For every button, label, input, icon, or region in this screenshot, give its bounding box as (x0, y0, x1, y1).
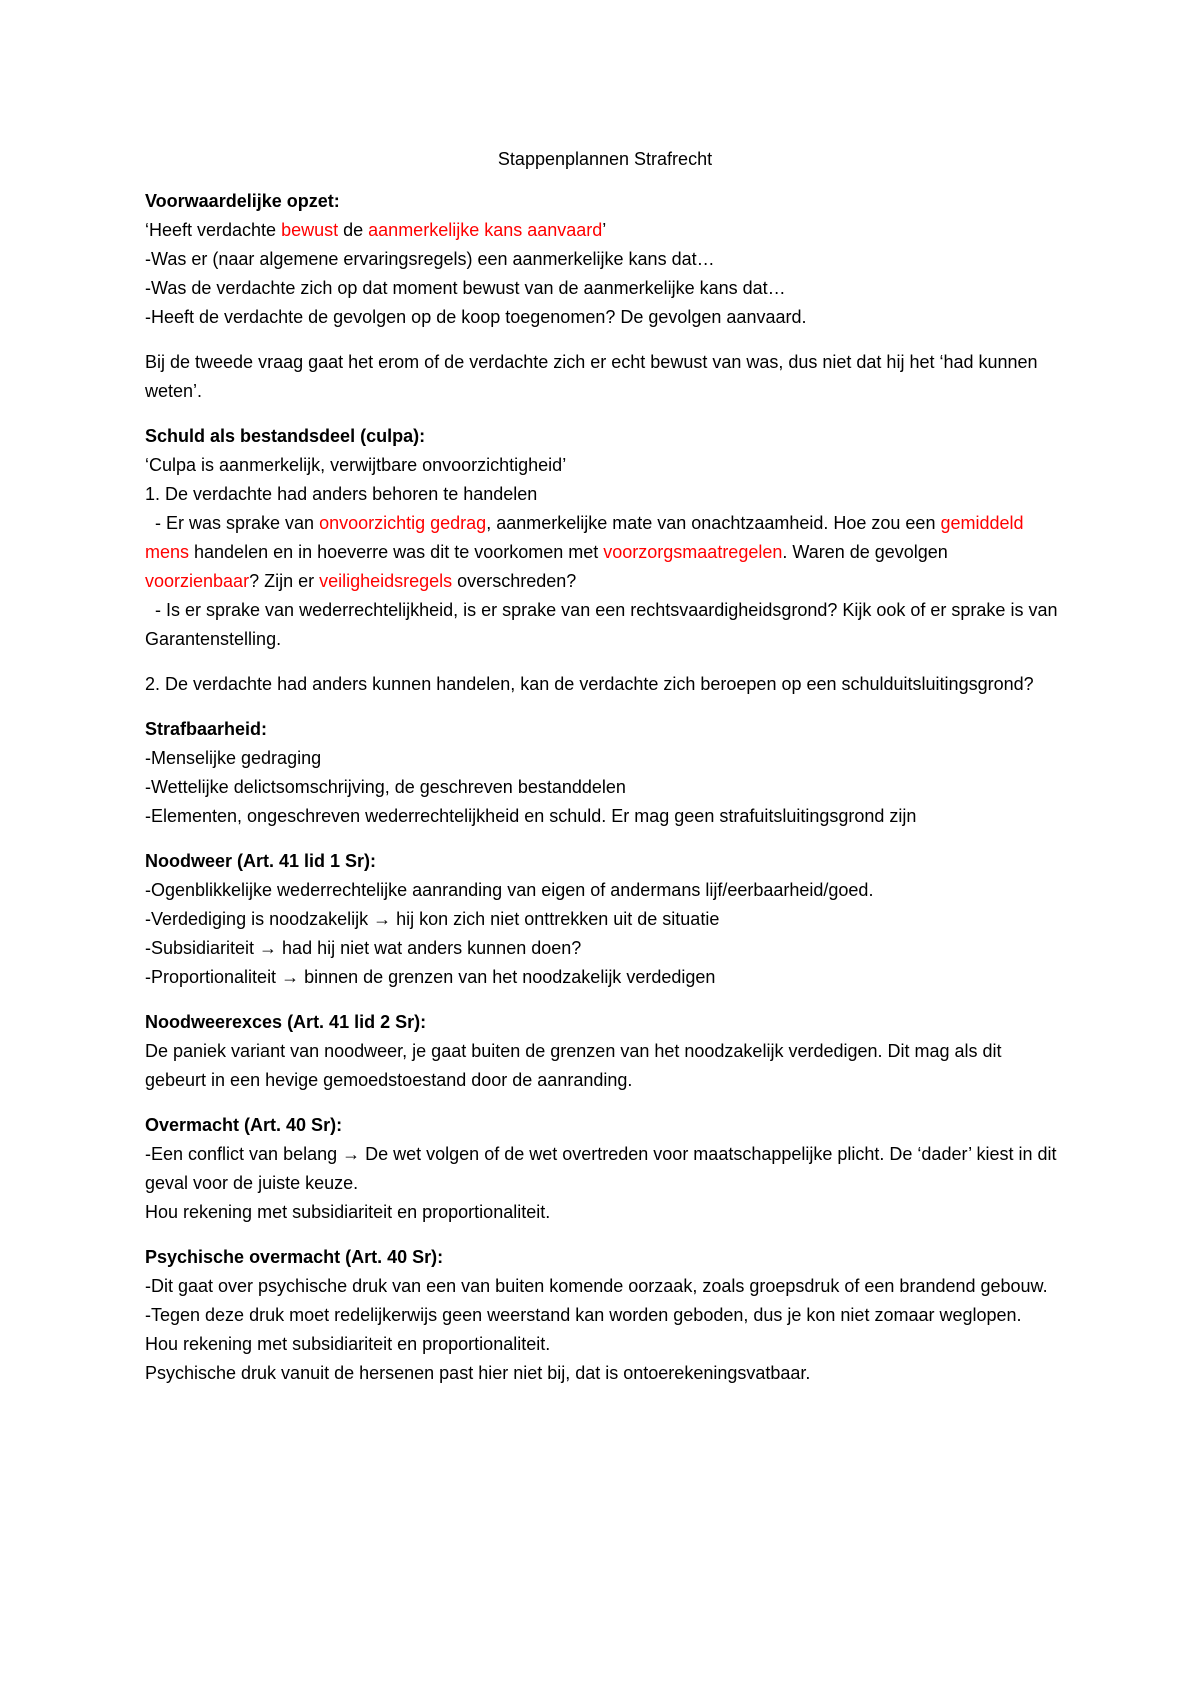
noodweerexces-text: De paniek variant van noodweer, je gaat buiten de grenzen van het noodzakelijk verdedigen. Dit mag als dit gebeurt in een hevige gemoedstoestand door de aanranding. (145, 1041, 1002, 1090)
text-run: ’ (602, 220, 607, 240)
noodweer-item-3 (145, 934, 1065, 963)
text-run: de (338, 220, 369, 240)
section-overmacht (145, 1111, 1065, 1227)
opzet-quote (145, 216, 1065, 245)
section-culpa-step-2 (145, 670, 1065, 699)
section-noodweer (145, 847, 1065, 992)
highlight-term: veiligheidsregels (319, 571, 453, 591)
highlight-term: voorzienbaar (145, 571, 250, 591)
opzet-question-3: -Heeft de verdachte de gevolgen op de koop toegenomen? De gevolgen aanvaard. (145, 307, 807, 327)
strafbaarheid-item-2: -Wettelijke delictsomschrijving, de geschreven bestanddelen (145, 777, 626, 797)
noodweer-item-4-a: -Proportionaliteit (145, 967, 282, 987)
psychische-item-1: -Dit gaat over psychische druk van een van buiten komende oorzaak, zoals groepsdruk of een brandend gebouw. (145, 1276, 1048, 1296)
highlight-term: bewust (281, 220, 339, 240)
psychische-item-3: Hou rekening met subsidiariteit en proportionaliteit. (145, 1334, 551, 1354)
culpa-step-1: 1. De verdachte had anders behoren te handelen (145, 484, 538, 504)
text-run: , aanmerkelijke mate van onachtzaamheid. Hoe zou een (486, 513, 941, 533)
section-heading: Psychische overmacht (Art. 40 Sr): (145, 1247, 444, 1267)
text-run: overschreden? (452, 571, 577, 591)
noodweer-item-2-a: -Verdediging is noodzakelijk (145, 909, 374, 929)
document-page (145, 145, 1065, 1404)
section-heading: Noodweer (Art. 41 lid 1 Sr): (145, 851, 377, 871)
section-culpa (145, 422, 1065, 654)
culpa-step-2: 2. De verdachte had anders kunnen handelen, kan de verdachte zich beroepen op een schulduitsluitingsgrond? (145, 674, 1034, 694)
text-run: handelen en in hoeverre was dit te voorkomen met (189, 542, 604, 562)
section-heading: Noodweerexces (Art. 41 lid 2 Sr): (145, 1012, 427, 1032)
noodweer-item-4 (145, 963, 1065, 992)
highlight-term: aanmerkelijke kans aanvaard (368, 220, 603, 240)
overmacht-item-1 (145, 1140, 1065, 1198)
culpa-bullet-1 (145, 509, 1065, 596)
section-heading: Schuld als bestandsdeel (culpa): (145, 426, 426, 446)
psychische-item-4: Psychische druk vanuit de hersenen past hier niet bij, dat is ontoerekeningsvatbaar. (145, 1363, 811, 1383)
section-strafbaarheid (145, 715, 1065, 831)
section-voorwaardelijke-opzet (145, 187, 1065, 332)
opzet-question-1: -Was er (naar algemene ervaringsregels) een aanmerkelijke kans dat… (145, 249, 715, 269)
section-noodweerexces (145, 1008, 1065, 1095)
psychische-item-2: -Tegen deze druk moet redelijkerwijs geen weerstand kan worden geboden, dus je kon niet zomaar weglopen. (145, 1305, 1022, 1325)
section-heading: Strafbaarheid: (145, 719, 268, 739)
noodweer-item-2-b: hij kon zich niet onttrekken uit de situatie (391, 909, 720, 929)
section-heading: Voorwaardelijke opzet: (145, 191, 340, 211)
highlight-term: gemiddeld mens (145, 513, 1029, 562)
noodweer-item-3-a: -Subsidiariteit (145, 938, 260, 958)
text-run: . Waren de gevolgen (782, 542, 953, 562)
noodweer-item-4-b: binnen de grenzen van het noodzakelijk verdedigen (299, 967, 716, 987)
arrow-icon: → (373, 909, 392, 929)
highlight-term: voorzorgsmaatregelen (603, 542, 783, 562)
highlight-term: onvoorzichtig gedrag (319, 513, 487, 533)
overmacht-item-1-a: -Een conflict van belang (145, 1144, 343, 1164)
noodweer-item-3-b: had hij niet wat anders kunnen doen? (277, 938, 582, 958)
section-opzet-note (145, 348, 1065, 406)
overmacht-item-1-b: De wet volgen of de wet overtreden voor maatschappelijke plicht. De ‘dader’ kiest in dit geval voor de juiste keuze. (145, 1144, 1057, 1193)
section-heading: Overmacht (Art. 40 Sr): (145, 1115, 343, 1135)
opzet-question-2: -Was de verdachte zich op dat moment bewust van de aanmerkelijke kans dat… (145, 278, 786, 298)
arrow-icon: → (281, 967, 300, 987)
text-run: ? Zijn er (249, 571, 320, 591)
text-run: ‘Heeft verdachte (145, 220, 282, 240)
culpa-bullet-2: - Is er sprake van wederrechtelijkheid, is er sprake van een rechtsvaardigheidsgrond? Kijk ook of er sprake is van Garantenstelling. (145, 600, 1063, 649)
arrow-icon: → (259, 938, 278, 958)
noodweer-item-2 (145, 905, 1065, 934)
culpa-quote: ‘Culpa is aanmerkelijk, verwijtbare onvoorzichtigheid’ (145, 455, 567, 475)
opzet-note: Bij de tweede vraag gaat het erom of de verdachte zich er echt bewust van was, dus niet dat hij het ‘had kunnen weten’. (145, 352, 1038, 401)
strafbaarheid-item-3: -Elementen, ongeschreven wederrechtelijkheid en schuld. Er mag geen strafuitsluitingsgrond zijn (145, 806, 917, 826)
strafbaarheid-item-1: -Menselijke gedraging (145, 748, 322, 768)
arrow-icon: → (342, 1144, 361, 1164)
noodweer-item-1: -Ogenblikkelijke wederrechtelijke aanranding van eigen of andermans lijf/eerbaarheid/goed. (145, 880, 874, 900)
text-run: - Er was sprake van (145, 513, 320, 533)
section-psychische-overmacht (145, 1243, 1065, 1388)
document-title: Stappenplannen Strafrecht (497, 149, 713, 169)
overmacht-item-2: Hou rekening met subsidiariteit en proportionaliteit. (145, 1202, 551, 1222)
